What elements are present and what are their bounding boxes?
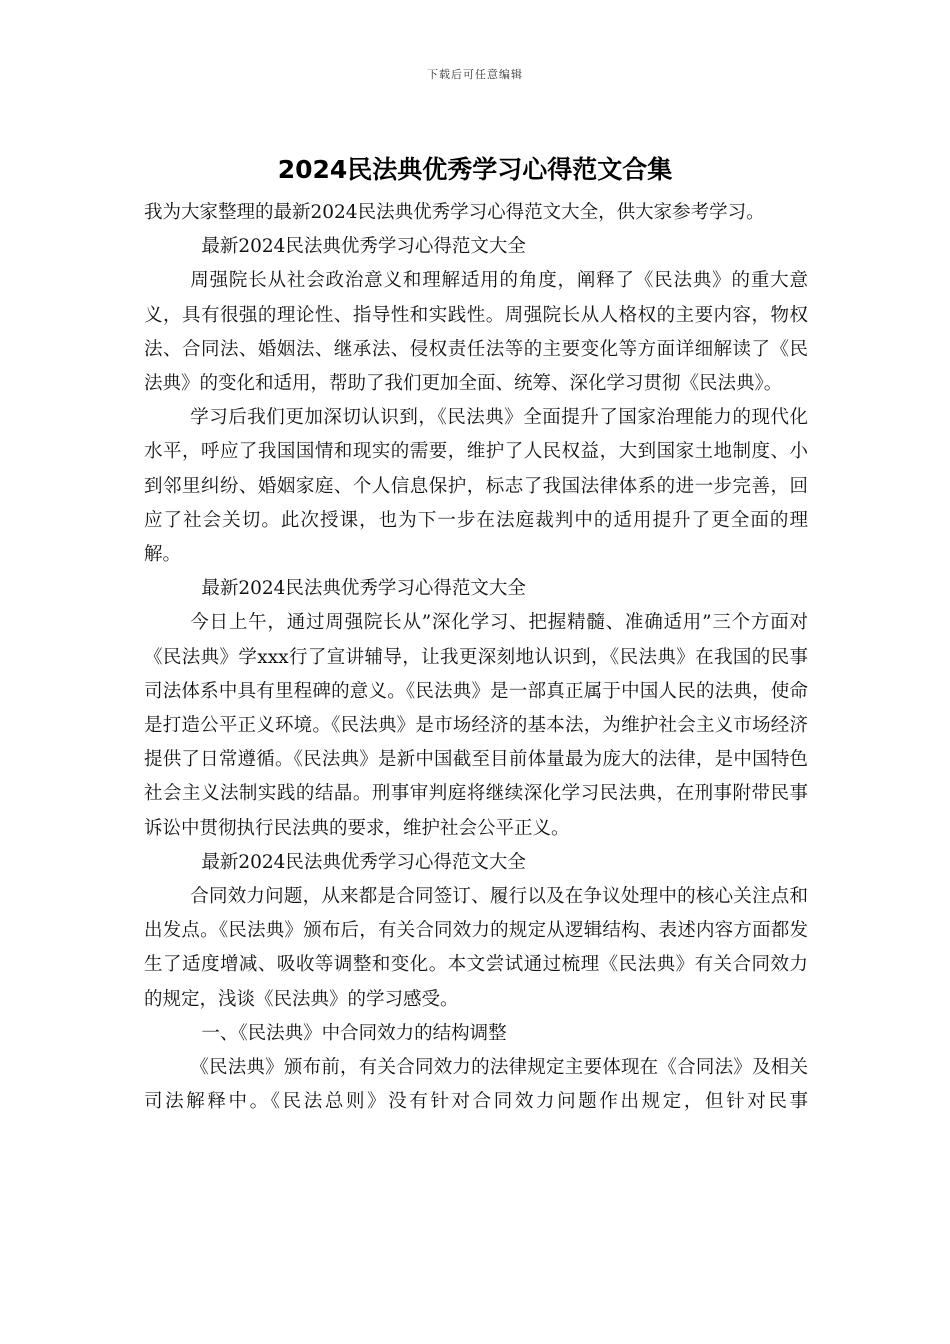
body-paragraph: 学习后我们更加深切认识到，《民法典》全面提升了国家治理能力的现代化水平，呼应了我国国情和现实的需要，维护了人民权益，大到国家土地制度、小到邻里纠纷、婚姻家庭、个人信息保护，标志了我国法律体系的进一步完善，回应了社会关切。此次授课，也为下一步在法庭裁判中的适用提升了更全面的理解。: [144, 407, 808, 566]
body-paragraph: 《民法典》颁布前，有关合同效力的法律规定主要体现在《合同法》及相关司法解释中。《民法总则》没有针对合同效力问题作出规定，但针对民事: [144, 1057, 808, 1113]
section-heading: 最新2024民法典优秀学习心得范文大全: [201, 851, 526, 873]
section-heading: 最新2024民法典优秀学习心得范文大全: [201, 578, 526, 600]
subsection-heading: 一、《民法典》中合同效力的结构调整: [201, 1022, 507, 1044]
intro-paragraph: 我为大家整理的最新2024民法典优秀学习心得范文大全，供大家参考学习。: [144, 202, 765, 223]
document-title: 2024民法典优秀学习心得范文合集: [277, 155, 673, 184]
body-paragraph: 周强院长从社会政治意义和理解适用的角度，阐释了《民法典》的重大意义，具有很强的理论性、指导性和实践性。周强院长从人格权的主要内容，物权法、合同法、婚姻法、继承法、侵权责任法等的主要变化等方面详细解读了《民法典》的变化和适用，帮助了我们更加全面、统筹、深化学习贯彻《民法典》。: [144, 270, 808, 395]
header-note: 下载后可任意编辑: [427, 68, 523, 81]
section-heading: 最新2024民法典优秀学习心得范文大全: [201, 236, 526, 258]
body-paragraph: 今日上午，通过周强院长从”深化学习、把握精髓、准确适用”三个方面对《民法典》学xxx行了宣讲辅导，让我更深刻地认识到，《民法典》在我国的民事司法体系中具有里程碑的意义。《民法典》是一部真正属于中国人民的法典，使命是打造公平正义环境。《民法典》是市场经济的基本法，为维护社会主义市场经济提供了日常遵循。《民法典》是新中国截至目前体量最为庞大的法律，是中国特色社会主义法制实践的结晶。刑事审判庭将继续深化学习民法典，在刑事附带民事诉讼中贯彻执行民法典的要求，维护社会公平正义。: [144, 612, 808, 839]
document-body: [144, 196, 808, 1119]
body-paragraph: 合同效力问题，从来都是合同签订、履行以及在争议处理中的核心关注点和出发点。《民法典》颁布后，有关合同效力的规定从逻辑结构、表述内容方面都发生了适度增减、吸收等调整和变化。本文尝试通过梳理《民法典》有关合同效力的规定，浅谈《民法典》的学习感受。: [144, 886, 808, 1010]
